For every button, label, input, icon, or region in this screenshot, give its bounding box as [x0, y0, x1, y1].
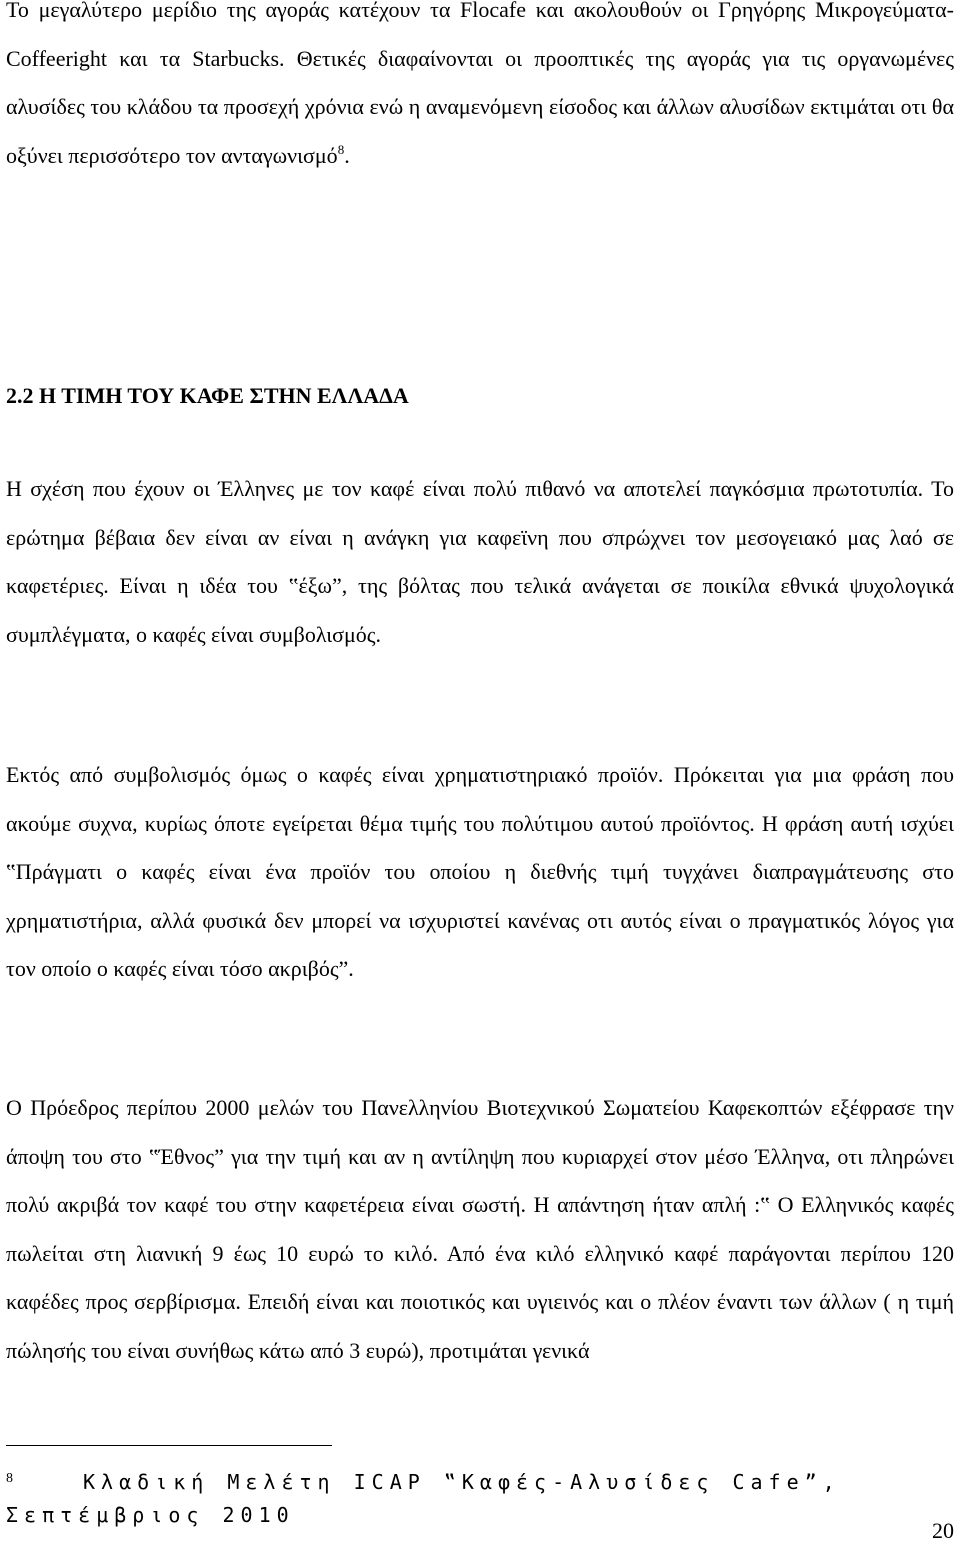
paragraph-commodity: Εκτός από συμβολισμός όμως ο καφές είναι χρηματιστηριακό προϊόν. Πρόκειται για μια φράση που ακούμε συχνα, κυρίως όποτε εγείρεται θέμα τιμής του πολύτιμου αυτού προϊόντος. Η φράση αυτή ισχύει ‟Πράγματι ο καφές είναι ένα προϊόν του οποίου η διεθνής τιμή τυγχάνει διαπραγμάτευσης στο χρηματιστήρια, αλλά φυσικά δεν μπορεί να ισχυριστεί κανένας οτι αυτός είναι ο πραγματικός λόγος για τον οποίο ο καφές είναι τόσο ακριβός”.	[6, 762, 954, 981]
paragraph-end: .	[344, 142, 350, 168]
paragraph-text: Το μεγαλύτερο μερίδιο της αγοράς κατέχουν τα Flocafe και ακολουθούν οι Γρηγόρης Μικρογεύματα-Coffeeright και τα Starbucks. Θετικές διαφαίνονται οι προοπτικές της αγοράς για τις οργανωμένες αλυσίδες του κλάδου τα προσεχή χρόνια ενώ η αναμενόμενη είσοδος και άλλων αλυσίδων εκτιμάται οτι θα οξύνει περισσότερο τον ανταγωνισμό	[6, 0, 954, 168]
footnote-number: 8	[6, 1471, 13, 1486]
footnote	[6, 1462, 954, 1532]
footnote-text: Κλαδική Μελέτη ICAP ‟Καφές-Αλυσίδες Cafe”, Σεπτέμβριος 2010	[6, 1470, 859, 1527]
paragraph-association-president: Ο Πρόεδρος περίπου 2000 μελών του Πανελληνίου Βιοτεχνικού Σωματείου Καφεκοπτών εξέφρασε την άποψη του στο ‟Έθνος” για την τιμή και αν η αντίληψη που κυριαρχεί στον μέσο Έλληνα, οτι πληρώνει πολύ ακριβά τον καφέ του στην καφετέρεια είναι σωστή. Η απάντηση ήταν απλή :‟ Ο Ελληνικός καφές πωλείται στη λιανική 9 έως 10 ευρώ το κιλό. Από ένα κιλό ελληνικό καφέ παράγονται περίπου 120 καφέδες προς σερβίρισμα. Επειδή είναι και ποιοτικός και υγιεινός και ο πλέον έναντι των άλλων ( η τιμή πώλησής του είναι συνήθως κάτω από 3 ευρώ), προτιμάται γενικά	[6, 1095, 954, 1363]
document-page	[6, 0, 954, 1550]
paragraph-market-share	[6, 0, 954, 180]
paragraph-greeks-and-coffee: Η σχέση που έχουν οι Έλληνες με τον καφέ είναι πολύ πιθανό να αποτελεί παγκόσμια πρωτοτυπία. Το ερώτημα βέβαια δεν είναι αν είναι η ανάγκη για καφεϊνη που σπρώχνει τον μεσογειακό μας λαό σε καφετέριες. Είναι η ιδέα του ‟έξω”, της βόλτας που τελικά ανάγεται σε ποικίλα εθνικά ψυχολογικά συμπλέγματα, ο καφές είναι συμβολισμός.	[6, 476, 954, 647]
footnote-reference[interactable]: 8	[337, 141, 345, 157]
section-heading: 2.2 Η ΤΙΜΗ ΤΟΥ ΚΑΦΕ ΣΤΗΝ ΕΛΛΑΔΑ	[6, 383, 409, 408]
page-number: 20	[932, 1518, 954, 1543]
footnote-separator	[6, 1445, 332, 1446]
